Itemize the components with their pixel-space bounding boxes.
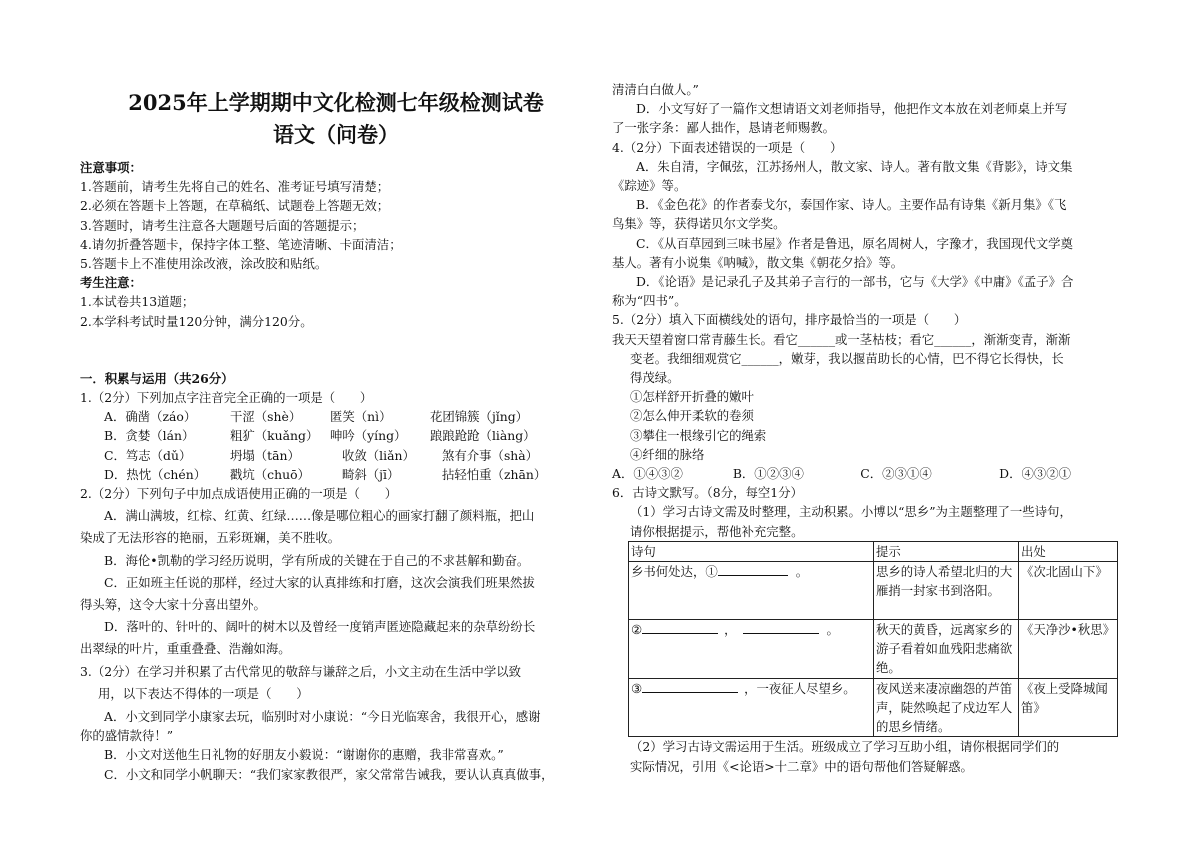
table-header: 提示 [874, 541, 1019, 561]
q2-line: C．正如班主任说的那样，经过大家的认真排练和打磨，这次会演我们班果然拔 [104, 574, 535, 590]
q4-line: 称为“四书”。 [612, 293, 687, 309]
q1-option-a [80, 407, 592, 426]
q1-option-text: 呻吟（yíng） [330, 428, 407, 444]
q5-option: C．②③①④ [860, 466, 932, 482]
hint-cell: 夜风送来凄凉幽怨的芦笛声，陡然唤起了戍边军人的思乡情绪。 [874, 678, 1019, 737]
poem-line-text: ， [724, 622, 737, 638]
q5-item: ④纤细的脉络 [630, 446, 705, 462]
q5-passage: 变老。我细细观赏它______，嫩芽，我以揠苗助长的心情，巴不得它长得快，长 [630, 350, 1064, 366]
source-cell: 《天净沙•秋思》 [1019, 620, 1118, 679]
q5-option: D．④③②① [999, 466, 1072, 482]
q1-option-text: 畸斜（jī） [342, 466, 400, 482]
q3-line: 你的盛情款待！” [80, 728, 174, 744]
q5-item: ③攀住一根缘引它的绳索 [630, 427, 767, 443]
table-row [629, 562, 1118, 620]
answer-blank[interactable] [718, 563, 788, 576]
notes-item: 2.必须在答题卡上答题，在草稿纸、试题卷上答题无效； [80, 198, 390, 214]
q6-part1: （1）学习古诗文需及时整理，主动积累。小博以“思乡”为主题整理了一些诗句， [630, 504, 1072, 520]
notes-item: 3.答题时，请考生注意各大题题号后面的答题提示； [80, 217, 365, 233]
q2-line: B．海伦•凯勒的学习经历说明，学有所成的关键在于自己的不求甚解和勤奋。 [104, 552, 530, 568]
q1-option-text: 干涩（shè） [230, 409, 302, 425]
answer-blank[interactable] [642, 621, 718, 634]
answer-blank[interactable] [642, 680, 738, 693]
table-row [629, 678, 1118, 737]
source-cell: 《夜上受降城闻笛》 [1019, 678, 1118, 737]
q1-option-text: A．确凿（záo） [104, 409, 197, 425]
q2-line: D．落叶的、针叶的、阔叶的树木以及曾经一度销声匿迹隐藏起来的杂草纷纷长 [104, 619, 536, 635]
notes-item: 5.答题卡上不准使用涂改液，涂改胶和贴纸。 [80, 256, 328, 272]
q3-line: B．小文对送他生日礼物的好朋友小毅说：“谢谢你的惠赠，我非常喜欢。” [104, 747, 504, 763]
q3-line: C．小文和同学小帆聊天：“我们家家教很严，家父常常告诫我，要认认真真做事， [104, 766, 554, 782]
q4-line: C．《从百草园到三味书屋》作者是鲁迅，原名周树人，字豫才，我国现代文学奠 [636, 235, 1073, 251]
poem-line-text: 乡书何处达，① [631, 564, 718, 580]
q6-part1: 请你根据提示，帮他补充完整。 [630, 523, 804, 539]
hint-cell: 思乡的诗人希望北归的大雁捎一封家书到洛阳。 [874, 562, 1019, 620]
candidate-notes-heading: 考生注意： [80, 275, 142, 291]
q1-option-text: 踉踉跄跄（liàng） [430, 428, 536, 444]
left-column [80, 0, 592, 784]
hint-cell: 秋天的黄昏，远离家乡的游子看着如血残阳悲痛欲绝。 [874, 620, 1019, 679]
q2-line: 染成了无法形容的艳丽，五彩斑斓，美不胜收。 [80, 530, 341, 546]
q1-option-text: D．热忱（chén） [104, 466, 207, 482]
q3-stem: 用，以下表达不得体的一项是（ ） [98, 685, 309, 701]
poem-line-cell [629, 678, 874, 737]
q4-line: A．朱自清，字佩弦，江苏扬州人，散文家、诗人。著有散文集《背影》，诗文集 [636, 158, 1073, 174]
q2-line: 出翠绿的叶片，重重叠叠、浩瀚如海。 [80, 641, 291, 657]
q1-option-text: 煞有介事（shà） [442, 447, 539, 463]
q4-line: B．《金色花》的作者泰戈尔，泰国作家、诗人。主要作品有诗集《新月集》《飞 [636, 197, 1067, 213]
q4-line: 鸟集》等，获得诺贝尔文学奖。 [612, 216, 786, 232]
q1-option-text: B．贪婪（lán） [104, 428, 195, 444]
q6-part2: 实际情况，引用《<论语>十二章》中的语句帮他们答疑解惑。 [630, 758, 973, 774]
q1-option-b [80, 426, 592, 445]
table-header-row [629, 541, 1118, 561]
q3-line: 清清白白做人。” [612, 82, 699, 97]
q5-options [612, 464, 1120, 483]
q5-passage: 得茂绿。 [630, 370, 680, 386]
exam-subtitle: 语文（问卷） [273, 122, 399, 147]
poem-line-text: 。 [795, 564, 809, 580]
q6-stem: 6．古诗文默写。（8分，每空1分） [612, 485, 803, 501]
table-header: 诗句 [629, 541, 874, 561]
q5-stem: 5.（2分）填入下面横线处的语句，排序最恰当的一项是（ ） [612, 312, 967, 328]
table-header: 出处 [1019, 541, 1118, 561]
q1-option-c [80, 446, 592, 465]
right-column [612, 0, 1120, 776]
q4-line: 基人。著有小说集《呐喊》，散文集《朝花夕拾》等。 [612, 254, 904, 270]
poem-line-cell [629, 620, 874, 679]
q1-option-text: 匿笑（nì） [330, 409, 392, 425]
q4-line: D．《论语》是记录孔子及其弟子言行的一部书，它与《大学》《中庸》《孟子》合 [636, 274, 1074, 290]
poem-line-text: ② [631, 622, 643, 638]
q2-stem: 2.（2分）下列句子中加点成语使用正确的一项是（ ） [80, 486, 398, 502]
q6-part2: （2）学习古诗文需运用于生活。班级成立了学习互助小组，请你根据同学们的 [630, 739, 1060, 755]
q5-item: ②怎么伸开柔软的卷须 [630, 408, 754, 424]
answer-blank[interactable] [743, 621, 819, 634]
notes-item: 4.请勿折叠答题卡，保持字体工整、笔迹清晰、卡面清洁； [80, 236, 402, 252]
poem-line-text: 。 [826, 622, 839, 638]
q4-line: 《踪迹》等。 [612, 178, 687, 194]
q5-option: A．①④③② [612, 466, 683, 482]
exam-title: 2025年上学期期中文化检测七年级检测试卷 [128, 90, 544, 115]
q1-stem: 1.（2分）下列加点字注音完全正确的一项是（ ） [80, 390, 373, 406]
q5-option: B．①②③④ [732, 466, 804, 482]
section-heading: 一．积累与运用（共26分） [80, 370, 234, 386]
q5-passage: 我天天望着窗口常青藤生长。看它______或一茎枯枝；看它______，渐渐变青，渐渐 [612, 331, 1071, 347]
q1-option-text: 拈轻怕重（zhān） [442, 466, 547, 482]
poem-line-text: ③ [631, 680, 643, 696]
q5-item: ①怎样舒开折叠的嫩叶 [630, 389, 754, 405]
table-row [629, 620, 1118, 679]
q3-line: A．小文到同学小康家去玩，临别时对小康说：“今日光临寒舍，我很开心，感谢 [104, 709, 541, 725]
source-cell: 《次北固山下》 [1019, 562, 1118, 620]
candidate-notes-item: 2.本学科考试时量120分钟，满分120分。 [80, 313, 313, 329]
poem-table [628, 541, 1118, 737]
q2-line: 得头筹，这令大家十分喜出望外。 [80, 597, 266, 613]
q1-option-text: 戳坑（chuō） [230, 466, 310, 482]
poem-line-text: ，一夜征人尽望乡。 [744, 680, 856, 696]
q1-option-text: 收敛（liǎn） [342, 447, 415, 463]
q3-stem: 3.（2分）在学习并积累了古代常见的敬辞与谦辞之后，小文主动在生活中学以致 [80, 663, 521, 679]
q1-option-text: 坍塌（tān） [230, 447, 300, 463]
q3-line: 了一张字条：鄙人拙作，恳请老师赐教。 [612, 120, 836, 136]
q1-option-text: C．笃志（dǔ） [104, 447, 192, 463]
q3-line: D．小文写好了一篇作文想请语文刘老师指导，他把作文本放在刘老师桌上并写 [636, 101, 1068, 117]
q1-option-text: 粗犷（kuǎng） [230, 428, 319, 444]
q4-stem: 4.（2分）下面表述错误的一项是（ ） [612, 139, 843, 155]
poem-line-cell [629, 562, 874, 620]
notes-item: 1.答题前，请考生先将自己的姓名、准考证号填写清楚； [80, 179, 390, 195]
q2-line: A．满山满坡，红棕、红黄、红绿……像是哪位粗心的画家打翻了颜料瓶，把山 [104, 508, 535, 524]
candidate-notes-item: 1.本试卷共13道题； [80, 294, 195, 310]
q1-option-text: 花团锦簇（jǐng） [430, 409, 529, 425]
q1-option-d [80, 465, 592, 484]
notes-heading: 注意事项： [80, 160, 142, 175]
